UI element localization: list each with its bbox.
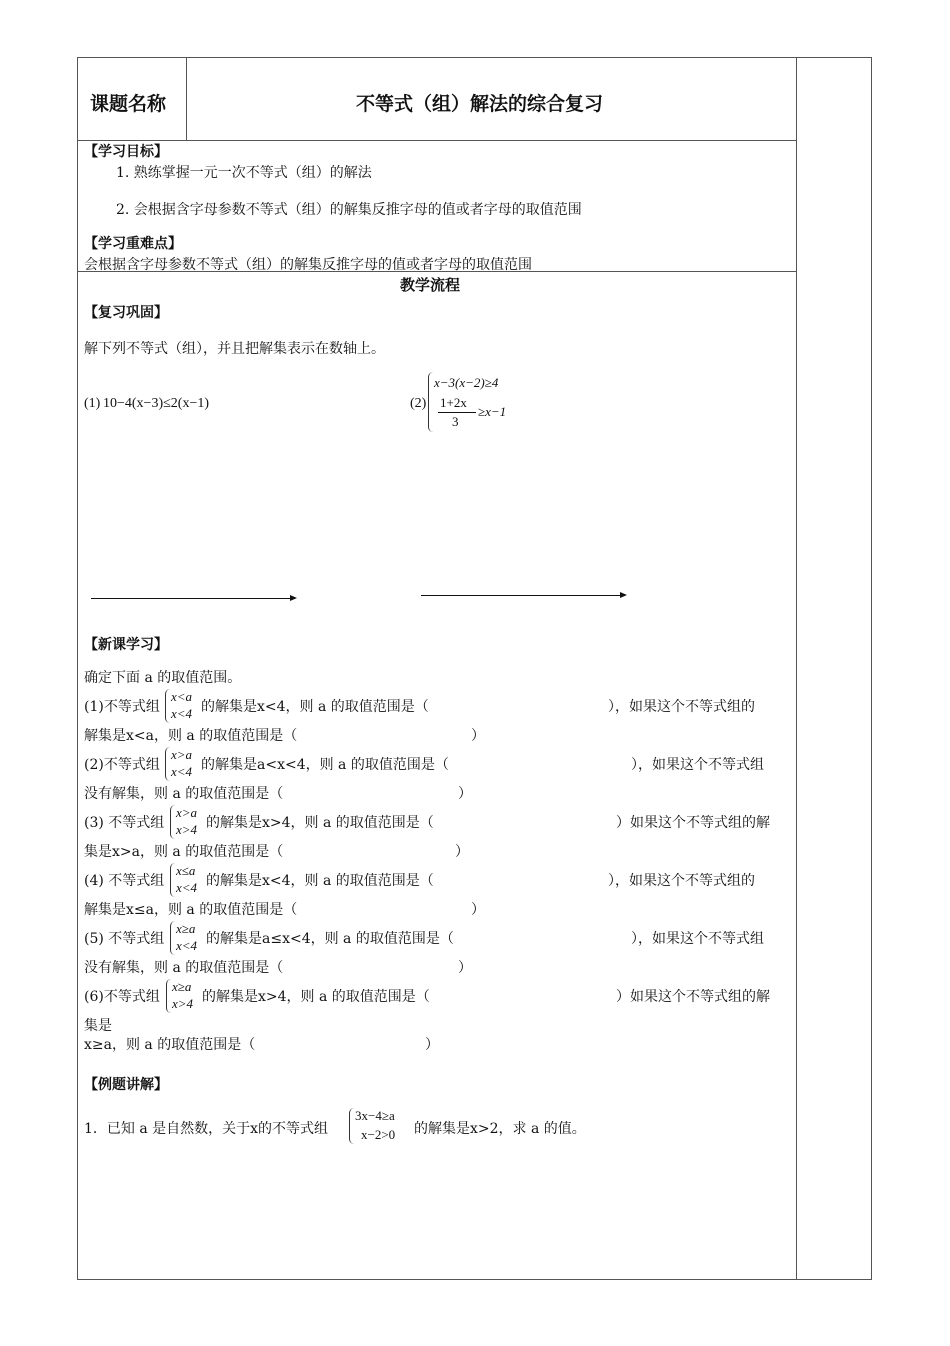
problem-2-brace [428,372,433,432]
item-4-text-c: 解集是x≤a，则 a 的取值范围是（ [84,902,298,918]
item-3-text-a: 的解集是x>4，则 a 的取值范围是（ [206,815,434,831]
item-5-sys-1: x≥a [176,921,196,936]
item-6-text-e: x≥a，则 a 的取值范围是（ [84,1037,256,1053]
item-3-text-b: ）如果这个不等式组的解 [616,815,770,831]
item-2-prefix: (2)不等式组 [84,757,160,773]
number-line-1 [91,598,295,599]
review-intro: 解下列不等式（组），并且把解集表示在数轴上。 [84,341,385,357]
item-4-sys-2: x<4 [176,880,198,895]
item-6-text-a: 的解集是x>4，则 a 的取值范围是（ [202,989,430,1005]
keypoints-text: 会根据含字母参数不等式（组）的解集反推字母的值或者字母的取值范围 [84,257,532,273]
border-inner-right [796,57,797,1280]
item-2-brace [165,747,170,781]
item-6-sys-2: x>4 [172,996,194,1011]
item-3-sys-1: x>a [176,805,198,820]
border-top [77,57,872,58]
item-4-text-d: ） [471,902,485,918]
item-2-text-c: 没有解集，则 a 的取值范围是（ [84,786,284,802]
item-4-text-b: ），如果这个不等式组的 [608,873,755,889]
goal-item-1: 1. 熟练掌握一元一次不等式（组）的解法 [116,165,372,181]
item-5-sys-2: x<4 [176,938,198,953]
review-heading: 【复习巩固】 [84,305,168,321]
item-6-brace [166,979,171,1013]
item-1-brace [165,689,170,723]
item-1-prefix: (1)不等式组 [84,699,160,715]
item-3-text-d: ） [455,844,469,860]
border-header-divider [186,57,187,140]
border-bottom [77,1279,872,1280]
item-4-sys-1: x≤a [176,863,196,878]
number-line-2 [421,595,625,596]
item-5-text-a: 的解集是a≤x<4，则 a 的取值范围是（ [206,931,454,947]
example-1-text-after: 的解集是x>2，求 a 的值。 [414,1121,586,1137]
problem-1-expression: 10−4(x−3)≤2(x−1) [103,396,210,411]
item-1-text-b: ），如果这个不等式组的 [608,699,755,715]
header-label: 课题名称 [90,93,167,115]
item-3-prefix: (3) 不等式组 [84,815,165,831]
item-6-sys-1: x≥a [172,979,192,994]
problem-2-label: (2) [410,396,427,411]
item-4-prefix: (4) 不等式组 [84,873,165,889]
item-1-text-c: 解集是x<a，则 a 的取值范围是（ [84,728,298,744]
example-1-sys-2: x−2>0 [361,1127,396,1142]
item-3-sys-2: x>4 [176,822,198,837]
example-1-brace [349,1108,354,1144]
flow-title: 教学流程 [400,276,461,294]
item-5-text-c: 没有解集，则 a 的取值范围是（ [84,960,284,976]
problem-1-label: (1) [84,396,101,411]
border-header-bottom [77,140,797,141]
border-left [77,57,78,1280]
item-5-brace [170,921,175,955]
item-3-text-c: 集是x>a，则 a 的取值范围是（ [84,844,284,860]
item-2-sys-2: x<4 [171,764,193,779]
example-1-sys-1: 3x−4≥a [355,1108,395,1123]
new-lesson-intro: 确定下面 a 的取值范围。 [84,670,242,686]
new-lesson-heading: 【新课学习】 [84,637,168,653]
problem-2-fraction-bar [438,412,476,413]
problem-2-denominator: 3 [452,414,459,429]
item-5-text-b: ），如果这个不等式组 [631,931,764,947]
item-1-sys-2: x<4 [171,706,193,721]
page-title: 不等式（组）解法的综合复习 [356,93,604,115]
item-1-sys-1: x<a [171,689,193,704]
border-right [871,57,872,1280]
examples-heading: 【例题讲解】 [84,1077,168,1093]
item-6-prefix: (6)不等式组 [84,989,160,1005]
item-2-text-d: ） [458,786,472,802]
item-5-text-d: ） [458,960,472,976]
item-6-text-b: ）如果这个不等式组的解 [616,989,770,1005]
item-5-prefix: (5) 不等式组 [84,931,165,947]
item-2-sys-1: x>a [171,747,193,762]
item-1-text-d: ） [471,728,485,744]
item-6-text-c: 集是 [84,1018,112,1034]
example-1-text-before: 1．已知 a 是自然数，关于x的不等式组 [84,1121,329,1137]
item-4-brace [170,863,175,897]
problem-2-rhs: ≥x−1 [478,404,507,419]
keypoints-heading: 【学习重难点】 [84,236,182,252]
item-6-text-d: ） [425,1037,439,1053]
item-3-brace [170,805,175,839]
item-4-text-a: 的解集是x<4，则 a 的取值范围是（ [206,873,434,889]
problem-2-line1: x−3(x−2)≥4 [434,375,499,390]
goals-heading: 【学习目标】 [84,144,168,160]
item-2-text-a: 的解集是a<x<4，则 a 的取值范围是（ [201,757,449,773]
item-1-text-a: 的解集是x<4，则 a 的取值范围是（ [201,699,429,715]
problem-2-numerator: 1+2x [440,395,467,410]
item-2-text-b: ），如果这个不等式组 [631,757,764,773]
goal-item-2: 2. 会根据含字母参数不等式（组）的解集反推字母的值或者字母的取值范围 [116,202,582,218]
